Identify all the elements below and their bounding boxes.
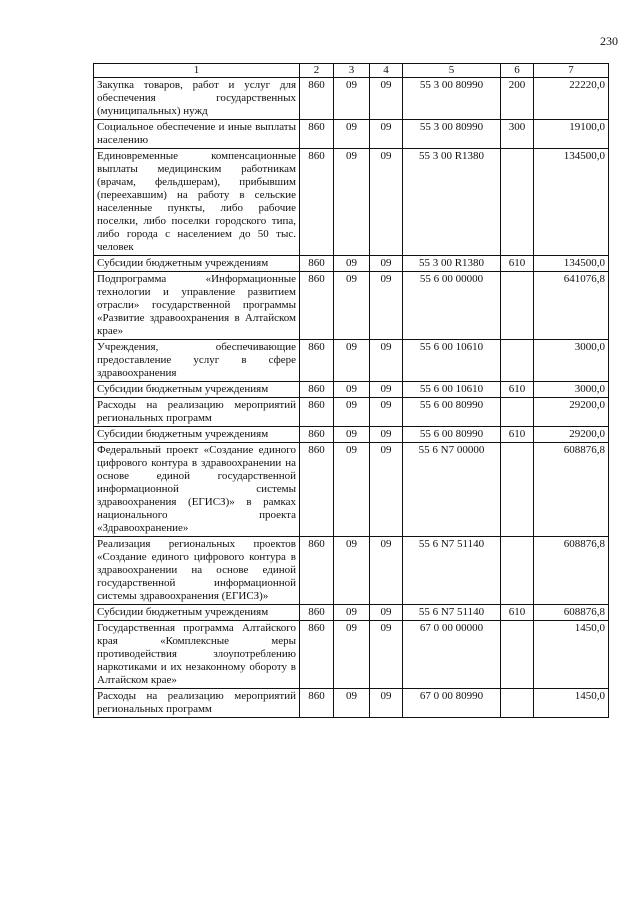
row-subsection: 09 [370,256,403,272]
row-expense-type: 610 [501,605,534,621]
row-subsection: 09 [370,78,403,120]
row-subsection: 09 [370,272,403,340]
row-section: 09 [334,689,370,718]
row-expense-type: 300 [501,120,534,149]
table-row [94,427,609,443]
row-name: Субсидии бюджетным учреждениям [94,256,300,272]
row-expense-type [501,340,534,382]
row-name: Социальное обеспечение и иные выплаты населению [94,120,300,149]
row-target-article: 55 3 00 R1380 [403,149,501,256]
row-target-article: 55 6 N7 51140 [403,537,501,605]
row-ministry-code: 860 [300,120,334,149]
row-amount: 608876,8 [534,443,609,537]
row-name: Единовременные компенсационные выплаты медицинским работникам (врачам, фельдшерам), прибывшим (переехавшим) на работу в сельские населенные пункты, либо рабочие поселки, либо поселки городского типа, либо города с населением до 50 тыс. человек [94,149,300,256]
row-ministry-code: 860 [300,382,334,398]
row-target-article: 55 6 00 80990 [403,427,501,443]
row-amount: 641076,8 [534,272,609,340]
row-target-article: 55 3 00 R1380 [403,256,501,272]
row-subsection: 09 [370,689,403,718]
row-amount: 608876,8 [534,605,609,621]
row-ministry-code: 860 [300,256,334,272]
table-row [94,605,609,621]
row-ministry-code: 860 [300,443,334,537]
row-name: Учреждения, обеспечивающие предоставление услуг в сфере здравоохранения [94,340,300,382]
row-ministry-code: 860 [300,398,334,427]
row-section: 09 [334,120,370,149]
row-section: 09 [334,621,370,689]
budget-table-container [93,63,608,718]
row-section: 09 [334,443,370,537]
row-expense-type [501,272,534,340]
row-name: Субсидии бюджетным учреждениям [94,382,300,398]
row-target-article: 67 0 00 00000 [403,621,501,689]
table-row [94,398,609,427]
row-name: Федеральный проект «Создание единого цифрового контура в здравоохранении на основе единой государственной информационной системы здравоохранения (ЕГИСЗ)» в рамках национального проекта «Здравоохранение» [94,443,300,537]
header-col-4: 4 [370,64,403,78]
row-section: 09 [334,382,370,398]
row-expense-type [501,398,534,427]
budget-table [93,63,609,718]
row-ministry-code: 860 [300,78,334,120]
table-row [94,537,609,605]
table-row [94,340,609,382]
row-name: Подпрограмма «Информационные технологии и управление развитием отрасли» государственной программы «Развитие здравоохранения в Алтайском крае» [94,272,300,340]
table-row [94,149,609,256]
row-section: 09 [334,537,370,605]
row-subsection: 09 [370,398,403,427]
row-subsection: 09 [370,537,403,605]
row-expense-type [501,689,534,718]
row-section: 09 [334,340,370,382]
row-amount: 1450,0 [534,621,609,689]
row-ministry-code: 860 [300,689,334,718]
row-amount: 19100,0 [534,120,609,149]
row-section: 09 [334,272,370,340]
row-subsection: 09 [370,120,403,149]
row-name: Субсидии бюджетным учреждениям [94,427,300,443]
row-expense-type: 610 [501,382,534,398]
row-target-article: 55 6 00 10610 [403,340,501,382]
row-amount: 29200,0 [534,427,609,443]
table-row [94,256,609,272]
row-name: Субсидии бюджетным учреждениям [94,605,300,621]
table-row [94,78,609,120]
row-name: Расходы на реализацию мероприятий региональных программ [94,689,300,718]
row-target-article: 55 3 00 80990 [403,120,501,149]
row-subsection: 09 [370,427,403,443]
row-amount: 134500,0 [534,256,609,272]
row-ministry-code: 860 [300,340,334,382]
row-expense-type [501,443,534,537]
row-subsection: 09 [370,382,403,398]
row-subsection: 09 [370,605,403,621]
row-amount: 1450,0 [534,689,609,718]
row-section: 09 [334,398,370,427]
row-subsection: 09 [370,443,403,537]
row-expense-type [501,149,534,256]
row-name: Расходы на реализацию мероприятий региональных программ [94,398,300,427]
row-expense-type [501,537,534,605]
row-subsection: 09 [370,149,403,256]
row-target-article: 55 6 00 10610 [403,382,501,398]
header-col-7: 7 [534,64,609,78]
row-ministry-code: 860 [300,427,334,443]
row-amount: 22220,0 [534,78,609,120]
row-amount: 134500,0 [534,149,609,256]
row-amount: 29200,0 [534,398,609,427]
header-col-2: 2 [300,64,334,78]
row-subsection: 09 [370,621,403,689]
row-ministry-code: 860 [300,537,334,605]
row-name: Государственная программа Алтайского края «Комплексные меры противодействия злоупотреблению наркотиками и их незаконному обороту в Алтайском крае» [94,621,300,689]
row-target-article: 67 0 00 80990 [403,689,501,718]
table-row [94,689,609,718]
row-expense-type: 610 [501,427,534,443]
row-ministry-code: 860 [300,149,334,256]
page-number: 230 [600,34,618,48]
table-body [94,78,609,718]
table-row [94,382,609,398]
header-col-5: 5 [403,64,501,78]
header-col-6: 6 [501,64,534,78]
row-section: 09 [334,256,370,272]
row-amount: 3000,0 [534,340,609,382]
row-target-article: 55 6 00 00000 [403,272,501,340]
row-ministry-code: 860 [300,272,334,340]
row-amount: 608876,8 [534,537,609,605]
row-ministry-code: 860 [300,621,334,689]
row-section: 09 [334,605,370,621]
row-section: 09 [334,149,370,256]
row-name: Реализация региональных проектов «Создание единого цифрового контура в здравоохранении на основе единой государственной информационной системы здравоохранения (ЕГИСЗ)» [94,537,300,605]
header-col-3: 3 [334,64,370,78]
row-ministry-code: 860 [300,605,334,621]
row-target-article: 55 6 N7 51140 [403,605,501,621]
table-row [94,272,609,340]
row-section: 09 [334,427,370,443]
table-row [94,120,609,149]
row-section: 09 [334,78,370,120]
row-target-article: 55 6 N7 00000 [403,443,501,537]
table-header-row [94,64,609,78]
row-name: Закупка товаров, работ и услуг для обеспечения государственных (муниципальных) нужд [94,78,300,120]
table-row [94,621,609,689]
row-subsection: 09 [370,340,403,382]
table-row [94,443,609,537]
row-amount: 3000,0 [534,382,609,398]
row-target-article: 55 6 00 80990 [403,398,501,427]
row-expense-type: 610 [501,256,534,272]
row-expense-type: 200 [501,78,534,120]
header-col-1: 1 [94,64,300,78]
row-expense-type [501,621,534,689]
row-target-article: 55 3 00 80990 [403,78,501,120]
